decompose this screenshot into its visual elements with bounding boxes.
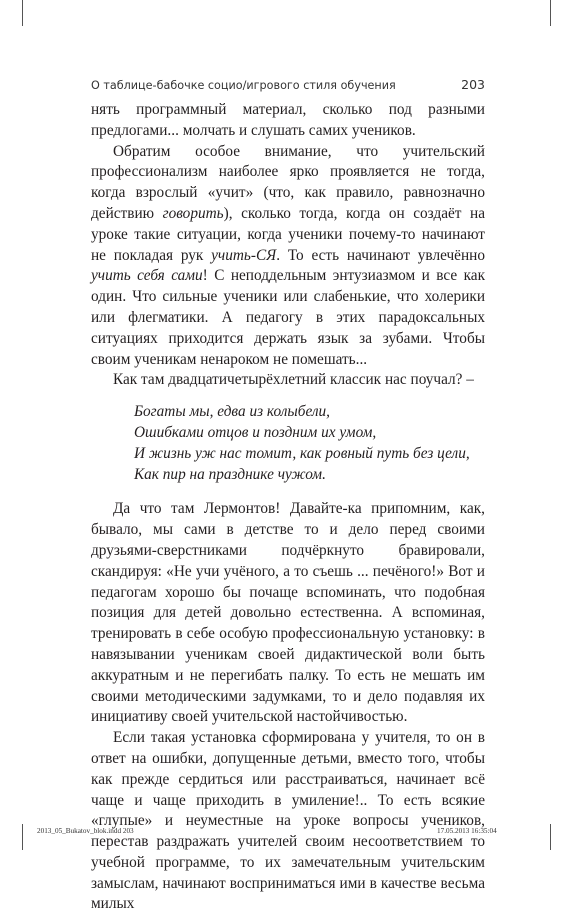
verse-line: Ошибками отцов и поздним их умом, <box>134 423 377 441</box>
text-run: Обратим особое внимание, что учительский профессионализм наиболее ярко проявляется не тогда, когда взрослый «учит» (что, как правило, равнозначно действию <box>91 142 485 222</box>
verse-line: Богаты мы, едва из колыбели, <box>134 403 330 421</box>
paragraph-3: Как там двадцатичетырёхлетний классик нас поучал? – <box>113 371 474 389</box>
text-run: ), сколько тогда, когда он создаёт на уроке такие ситуации, когда ученики почему-то начинают не покладая рук <box>91 204 485 264</box>
text-run: . То есть начинают увлечённо <box>276 246 485 264</box>
page-number: 203 <box>461 77 485 92</box>
slug-filename: 2013_05_Bukatov_blok.indd 203 <box>37 827 134 835</box>
paragraph-4: Да что там Лермонтов! Давайте-ка припомним, как, бывало, мы сами в детстве то и дело перед своими друзьями-сверстниками подчёркнуто бравировали, скандируя: «Не учи учёного, а то съешь ... печёного!» Вот и педагогам хорошо бы почаще вспоминать, что подобная позиция для детей довольно естественна. А вспоминая, тренировать в себе особую профессиональную установку: в навязывании ученикам своей дидактической воли быть аккуратным и не перегибать палку. То есть не мешать им своими методическими задумками, то и дело подавляя их инициативу своей учительской настойчивостью. <box>91 500 485 726</box>
emphasis: учить себя сами <box>91 267 203 285</box>
slug-timestamp: 17.05.2013 16:35:04 <box>437 827 497 835</box>
running-header <box>91 77 485 97</box>
print-slug <box>0 827 573 841</box>
verse-quote <box>134 402 485 485</box>
emphasis: учить-СЯ <box>211 246 277 264</box>
paragraph-1: нять программный материал, сколько под разными предлогами... молчать и слушать самих учеников. <box>91 101 485 139</box>
verse-line: Как пир на празднике чужом. <box>134 465 326 483</box>
text-run: ! С неподдельным энтузиазмом и все как один. Что сильные ученики или слабенькие, что холерики или флегматики. А педагогу в этих парадоксальных ситуациях приходится держать язык за зубами. Чтобы своим ученикам ненароком не помешать... <box>91 267 485 368</box>
running-title: О таблице-бабочке социо/игрового стиля обучения <box>91 79 396 92</box>
verse-line: И жизнь уж нас томит, как ровный путь без цели, <box>134 444 470 462</box>
paragraph-2 <box>91 142 485 371</box>
crop-mark-top-right <box>550 0 551 26</box>
crop-mark-top-left <box>22 0 23 26</box>
emphasis: говорить <box>162 204 224 222</box>
paragraph-5: Если такая установка сформирована у учителя, то он в ответ на ошибки, допущенные детьми, вместо того, чтобы как прежде сердиться или расстраиваться, начинает всё чаще и чаще приходить в умиление!.. То есть всякие «глупые» и неуместные на уроке вопросы учеников, перестав раздражать учителей своим несоответствием то учебной программе, то их замечательным учительским замыслам, начинают восприниматься ими в качестве весьма милых <box>91 729 485 913</box>
body-text <box>91 100 485 915</box>
